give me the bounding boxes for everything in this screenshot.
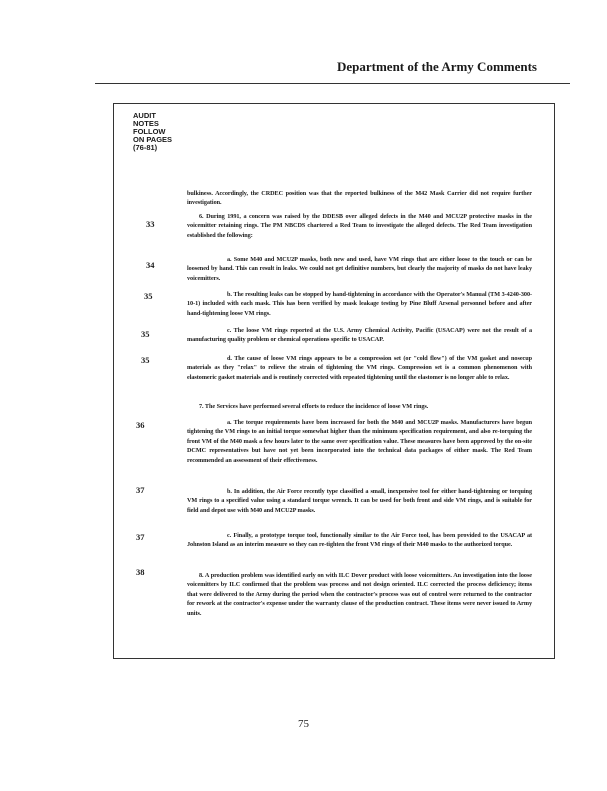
header-rule [95,83,570,84]
page-header-title: Department of the Army Comments [336,59,537,74]
paragraph-text: c. Finally, a prototype torque tool, functionally similar to the Air Force tool, has been provided to the USACAP at Johnston Island as an interim measure so they can re-tighten the front VM rings of their M40 masks to the authorized torque. [187,532,532,549]
audit-note-line: NOTES [133,119,159,128]
audit-note-line: FOLLOW [133,127,166,136]
paragraph-text: d. The cause of loose VM rings appears to be a compression set (or "cold flow") of the VM gasket and nosecup materials as they "relax" to relieve the strain of tightening the VM rings. Compression set is a common phenomenon with elastomeric gasket materials and is routinely corrected with repeated tightening until the elastomer is no longer able to relax. [187,355,532,381]
audit-page-reference: 33 [146,219,155,229]
audit-page-reference: 34 [146,260,155,270]
paragraph-text: b. The resulting leaks can be stopped by hand-tightening in accordance with the Operator's Manual (TM 3-4240-300-10-1) included with each mask. This has been verified by mask leakage testing by Pine Bluff Arsenal personnel before and after hand-tightening loose VM rings. [187,291,532,317]
paragraph-text: 6. During 1991, a concern was raised by the DDESB over alleged defects in the M40 and MCU2P protective masks in the voicemitter retaining rings. The PM NBCDS chartered a Red Team to investigate the alleged defects. The Red Team investigation established the following: [187,213,532,239]
audit-page-reference: 35 [141,355,150,365]
paragraph-text: c. The loose VM rings reported at the U.S. Army Chemical Activity, Pacific (USACAP) were not the result of a manufacturing quality problem or chemical operations specific to USACAP. [187,327,532,344]
page-number: 75 [298,718,309,730]
audit-note-line: (76-81) [133,143,158,152]
audit-note-line: AUDIT [133,111,156,120]
audit-page-reference: 38 [136,567,145,577]
audit-note [133,112,193,152]
audit-note-line: ON PAGES [133,135,173,144]
audit-page-reference: 36 [136,420,145,430]
paragraph-text: a. The torque requirements have been increased for both the M40 and MCU2P masks. Manufacturers have begun tightening the VM rings to an initial torque somewhat higher than the minimum specification requirement, and also re-torquing the front VM of the M40 mask a few hours later to the same over specification value. These measures have been approved by the on-site DCMC representatives but have not yet been incorporated into the technical data packages of either mask. The Red Team recommended an assessment of their effectiveness. [187,419,532,464]
paragraph-text: bulkiness. Accordingly, the CRDEC position was that the reported bulkiness of the M42 Mask Carrier did not require further investigation. [187,190,532,207]
audit-page-reference: 37 [136,485,145,495]
audit-page-reference: 37 [136,532,145,542]
audit-page-reference: 35 [144,291,153,301]
paragraph-text: 8. A production problem was identified early on with ILC Dover product with loose voicemitters. An investigation into the loose voicemitters by ILC confirmed that the problem was process and not design oriented. ILC corrected the process deficiency; items that were delivered to the Army during the period when the contractor's process was out of control were returned to the contractor for rework at the contractor's expense under the warranty clause of the production contract. These items were never issued to Army units. [187,572,532,617]
paragraph-text: a. Some M40 and MCU2P masks, both new and used, have VM rings that are either loose to the touch or can be loosened by hand. This can result in leaks. We could not get definitive numbers, but clearly the majority of masks do not have leaky voicemitters. [187,256,532,282]
paragraph-text: 7. The Services have performed several efforts to reduce the incidence of loose VM rings. [199,403,429,410]
audit-page-reference: 35 [141,329,150,339]
paragraph-text: b. In addition, the Air Force recently type classified a small, inexpensive tool for either hand-tightening or torquing VM rings to a specified value using a standard torque wrench. It can be used for both front and side VM rings, and is suitable for field and depot use with M40 and MCU2P masks. [187,488,532,514]
